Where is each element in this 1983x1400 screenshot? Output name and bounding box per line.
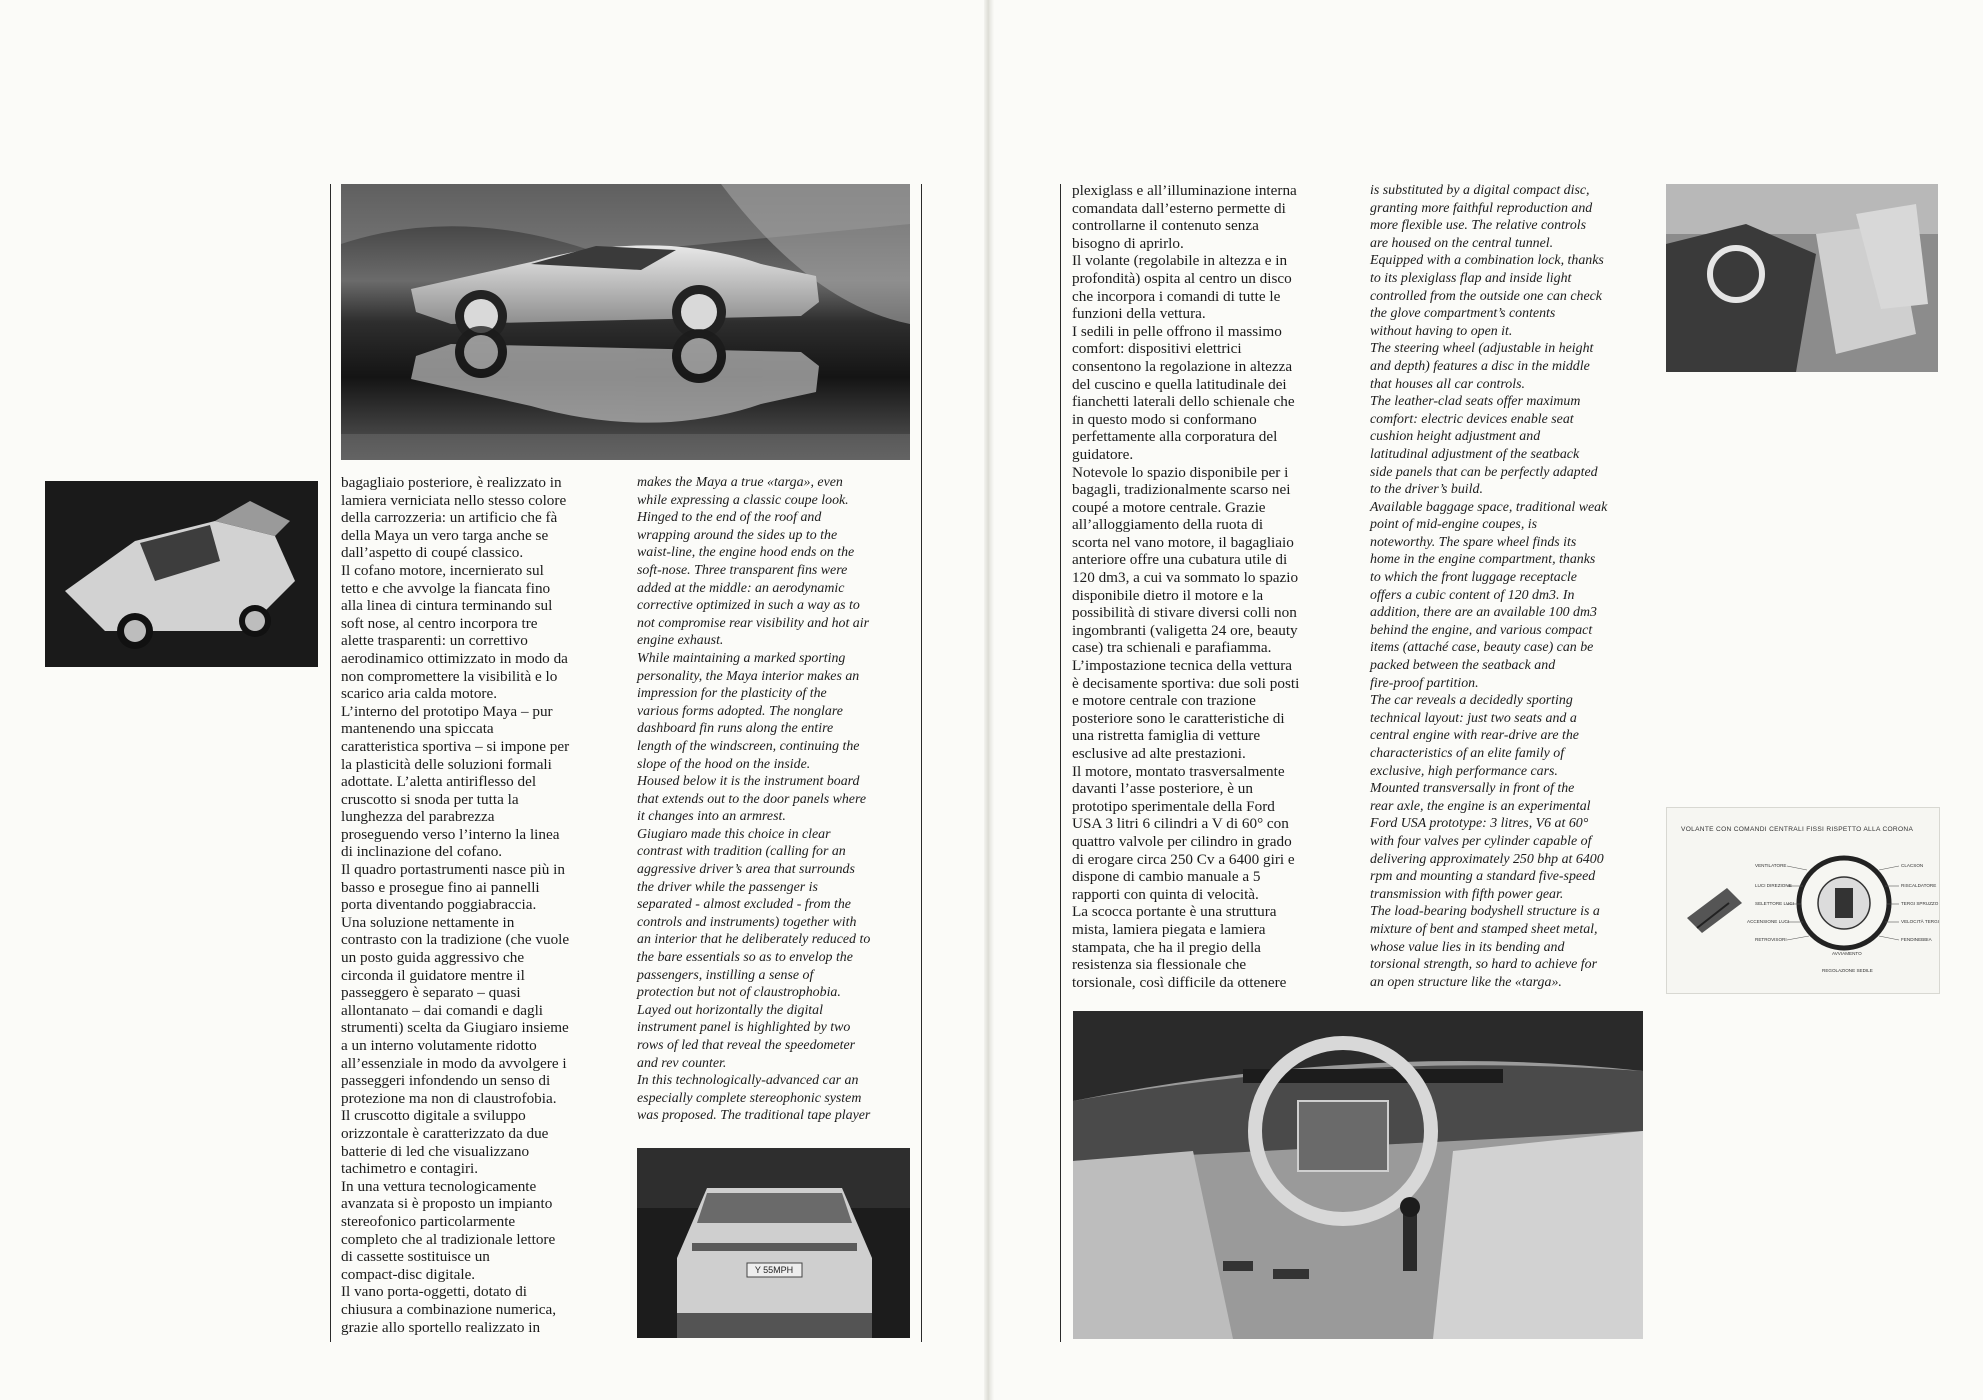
italian-column-left: bagagliaio posteriore, è realizzato in lamiera verniciata nello stesso colore della carrozzeria: un artificio che fà della Maya un vero targa anche se dall’aspetto di coupé classico. Il cofano motore, incernierato sul tetto e che avvolge la fiancata fino alla linea di cintura terminando sul soft nose, al centro incorpora tre alette trasparenti: un correttivo aerodinamico ottimizzato in modo da non compromettere la visibilità e lo scarico aria calda motore. L’interno del prototipo Maya – pur mantenendo una spiccata caratteristica sportiva – si impone per la plasticità delle soluzioni formali adottate. L’aletta antiriflesso del cruscotto si snoda per tutta la lunghezza del parabrezza proseguendo verso l’interno la linea di inclinazione del cofano. Il quadro portastrumenti nasce più in basso e prosegue fino ai pannelli porta diventando poggiabraccia. Una soluzione nettamente in contrasto con la tradizione (che vuole un posto guida aggressivo che circonda il guidatore mentre il passeggero è separato – quasi allontanato – dai comandi e dagli strumenti) scelta da Giugiaro insieme a un interno volutamente ridotto all’essenziale in modo da avvolgere i passeggeri infondendo un senso di protezione ma non di claustrofobia. Il cruscotto digitale a sviluppo orizzontale è caratterizzato da due batterie di led che visualizzano tachimetro e contagiri. In una vettura tecnologicamente avanzata si è proposto un impianto stereofonico particolarmente completo che al tradizionale lettore di cassette sostituisce un compact-disc digitale. Il vano porta-oggetti, dotato di chiusura a combinazione numerica, grazie allo sportello realizzato in bbox=[341, 474, 570, 1336]
english-column-right: is substituted by a digital compact disc, granting more faithful reproduction and more flexible use. The relative controls are housed on the central tunnel. Equipped with a combination lock, thanks to its plexiglass flap and inside light controlled from the outside one can check the glove compartment’s contents without having to open it. The steering wheel (adjustable in height and depth) features a disc in the middle that houses all car controls. The leather-clad seats offer maximum comfort: electric devices enable seat cushion height adjustment and latitudinal adjustment of the seatback side panels that can be perfectly adapted to the driver’s build. Available baggage space, traditional weak point of mid-engine coupes, is noteworthy. The spare wheel finds its home in the engine compartment, thanks to which the front luggage receptacle offers a cubic content of 120 dm3. In addition, there are an available 100 dm3 behind the engine, and various compact items (attaché case, beauty case) can be packed between the seatback and fire-proof partition. The car reveals a decidedly sporting technical layout: just two seats and a central engine with rear-drive are the characteristics of an elite family of exclusive, high performance cars. Mounted transversally in front of the rear axle, the engine is an experimental Ford USA prototype: 3 litres, V6 at 60° with four valves per cylinder capable of delivering approximately 250 bhp at 6400 rpm and mounting a standard five-speed transmission with fifth power gear. The load-bearing bodyshell structure is a mixture of bent and stamped sheet metal, whose value lies in its bending and torsional strength, so hard to achieve for an open structure like the «targa». bbox=[1370, 183, 1608, 990]
photo-dashboard-steering-wheel bbox=[1073, 1011, 1643, 1339]
column-rule bbox=[1060, 184, 1061, 1342]
diagram-label: FENDINEBBIA bbox=[1901, 937, 1932, 942]
diagram-label: CLACSON bbox=[1901, 863, 1924, 868]
license-plate: Y 55MPH bbox=[754, 1265, 794, 1275]
diagram-title: VOLANTE CON COMANDI CENTRALI FISSI RISPETTO ALLA CORONA bbox=[1681, 826, 1914, 833]
diagram-label: AVVIAMENTO bbox=[1832, 951, 1862, 956]
page-fold bbox=[984, 0, 994, 1400]
diagram-label: RETROVISORI bbox=[1755, 937, 1787, 942]
column-rule bbox=[921, 184, 922, 1342]
photo-maya-doors-open bbox=[45, 481, 318, 667]
italian-column-right: plexiglass e all’illuminazione interna comandata dall’esterno permette di controllarne il contenuto senza bisogno di aprirlo. Il volante (regolabile in altezza e in profondità) ospita al centro un disco che incorpora i comandi di tutte le funzioni della vettura. I sedili in pelle offrono il massimo comfort: dispositivi elettrici consentono la regolazione in altezza del cuscino e quella latitudinale dei fianchetti laterali dello schienale che in questo modo si conformano perfettamente alla corporatura del guidatore. Notevole lo spazio disponibile per i bagagli, tradizionalmente scarso nei coupé a motore centrale. Grazie all’alloggiamento della ruota di scorta nel vano motore, il bagagliaio anteriore offre una cubatura utile di 120 dm3, a cui va sommato lo spazio disponibile dietro il motore e la possibilità di stivare diversi colli non ingombranti (valigetta 24 ore, beauty case) tra schienali e parafiamma. L’impostazione tecnica della vettura è decisamente sportiva: due soli posti e motore centrale con trazione posteriore sono le caratteristiche di una ristretta famiglia di vetture esclusive ad alte prestazioni. Il motore, montato trasversalmente davanti l’asse posteriore, è un prototipo sperimentale della Ford USA 3 litri 6 cilindri a V di 60° con quattro valvole per cilindro in grado di erogare circa 250 Cv a 6400 giri e dispone di cambio manuale a 5 rapporti con quinta di velocità. La scocca portante è una struttura mista, lamiera piegata e lamiera stampata, che ha il pregio della resistenza sia flessionale che torsionale, così difficile da ottenere bbox=[1072, 182, 1300, 991]
photo-interior-seats bbox=[1666, 184, 1938, 372]
english-column-left: makes the Maya a true «targa», even while expressing a classic coupe look. Hinged to the end of the roof and wrapping around the sides up to the waist-line, the engine hood ends on the soft-nose. Three transparent fins were added at the middle: an aerodynamic corrective optimized in such a way as to not compromise rear visibility and hot air engine exhaust. While maintaining a marked sporting personality, the Maya interior makes an impression for the plasticity of the various forms adopted. The nonglare dashboard fin runs along the entire length of the windscreen, continuing the slope of the hood on the inside. Housed below it is the instrument board that extends out to the door panels where it changes into an armrest. Giugiaro made this choice in clear contrast with tradition (calling for an aggressive driver’s area that surrounds the driver while the passenger is separated - almost excluded - from the controls and instruments) together with an interior that he deliberately reduced to the bare essentials so as to envelop the passengers, instilling a sense of protection but not of claustrophobia. Layed out horizontally the digital instrument panel is highlighted by two rows of led that reveal the speedometer and rev counter. In this technologically-advanced car an especially complete stereophonic system was proposed. The traditional tape player bbox=[637, 475, 871, 1124]
diagram-label: RISCALDATORE bbox=[1901, 883, 1937, 888]
photo-maya-side-reflection bbox=[341, 184, 910, 460]
diagram-label: SELETTORE LUCI bbox=[1755, 901, 1794, 906]
diagram-label: ACCENSIONE LUCI bbox=[1747, 919, 1790, 924]
diagram-label: VELOCITÀ TERGI bbox=[1901, 919, 1939, 924]
diagram-label: REGOLAZIONE SEDILE bbox=[1822, 968, 1873, 973]
column-rule bbox=[330, 184, 331, 1342]
steering-controls-diagram bbox=[1666, 807, 1940, 994]
photo-maya-rear bbox=[637, 1148, 910, 1338]
diagram-label: VENTILATORE bbox=[1755, 863, 1787, 868]
diagram-label: LUCI DIREZIONE bbox=[1755, 883, 1792, 888]
diagram-label: TERGI SPRUZZO bbox=[1901, 901, 1939, 906]
